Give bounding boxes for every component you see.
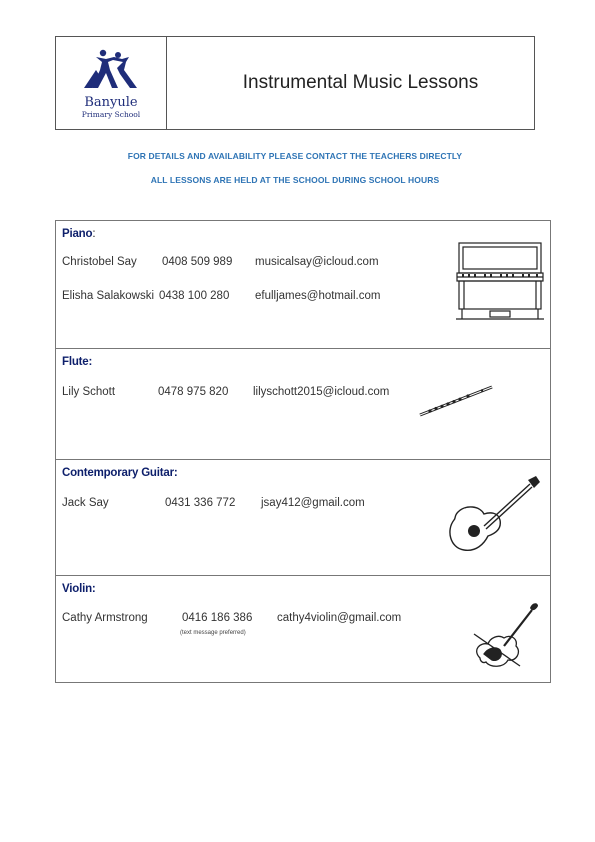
teacher-phone: 0438 100 280 bbox=[159, 290, 230, 302]
section-guitar bbox=[56, 459, 550, 575]
teacher-name: Christobel Say bbox=[62, 256, 137, 268]
teacher-note: (text message preferred) bbox=[180, 630, 246, 636]
section-heading: Piano: bbox=[62, 228, 96, 240]
section-heading: Contemporary Guitar: bbox=[62, 467, 178, 479]
section-violin bbox=[56, 575, 550, 682]
flute-icon bbox=[416, 381, 496, 421]
section-heading: Flute: bbox=[62, 356, 93, 368]
teacher-name: Jack Say bbox=[62, 497, 109, 509]
teacher-email[interactable]: efulljames@hotmail.com bbox=[255, 290, 381, 302]
piano-icon bbox=[454, 241, 546, 321]
teacher-phone: 0408 509 989 bbox=[162, 256, 233, 268]
logo-subtitle: Primary School bbox=[81, 109, 141, 119]
violin-icon bbox=[470, 598, 550, 670]
teacher-phone: 0478 975 820 bbox=[158, 386, 229, 398]
logo-name: Banyule bbox=[84, 94, 138, 110]
teacher-email[interactable]: cathy4violin@gmail.com bbox=[277, 612, 402, 624]
banyule-logo-icon bbox=[82, 48, 140, 94]
title-cell bbox=[167, 37, 534, 129]
notice-location: ALL LESSONS ARE HELD AT THE SCHOOL DURING SCHOOL HOURS bbox=[150, 175, 440, 185]
notice-contact: FOR DETAILS AND AVAILABILITY PLEASE CONTACT THE TEACHERS DIRECTLY bbox=[127, 151, 463, 161]
teacher-email[interactable]: jsay412@gmail.com bbox=[261, 497, 365, 509]
teacher-name: Lily Schott bbox=[62, 386, 116, 398]
header-box bbox=[55, 36, 535, 130]
guitar-icon bbox=[444, 474, 544, 554]
teacher-email[interactable]: lilyschott2015@icloud.com bbox=[253, 386, 390, 398]
teacher-phone: 0416 186 386 bbox=[182, 612, 253, 624]
section-piano bbox=[56, 221, 550, 348]
lessons-table bbox=[55, 220, 551, 683]
school-logo bbox=[56, 37, 167, 129]
teacher-name: Elisha Salakowski bbox=[62, 290, 155, 302]
section-heading: Violin: bbox=[62, 583, 96, 595]
teacher-email[interactable]: musicalsay@icloud.com bbox=[255, 256, 379, 268]
page-title: Instrumental Music Lessons bbox=[242, 72, 479, 93]
teacher-phone: 0431 336 772 bbox=[165, 497, 236, 509]
teacher-name: Cathy Armstrong bbox=[62, 612, 148, 624]
section-flute bbox=[56, 348, 550, 459]
